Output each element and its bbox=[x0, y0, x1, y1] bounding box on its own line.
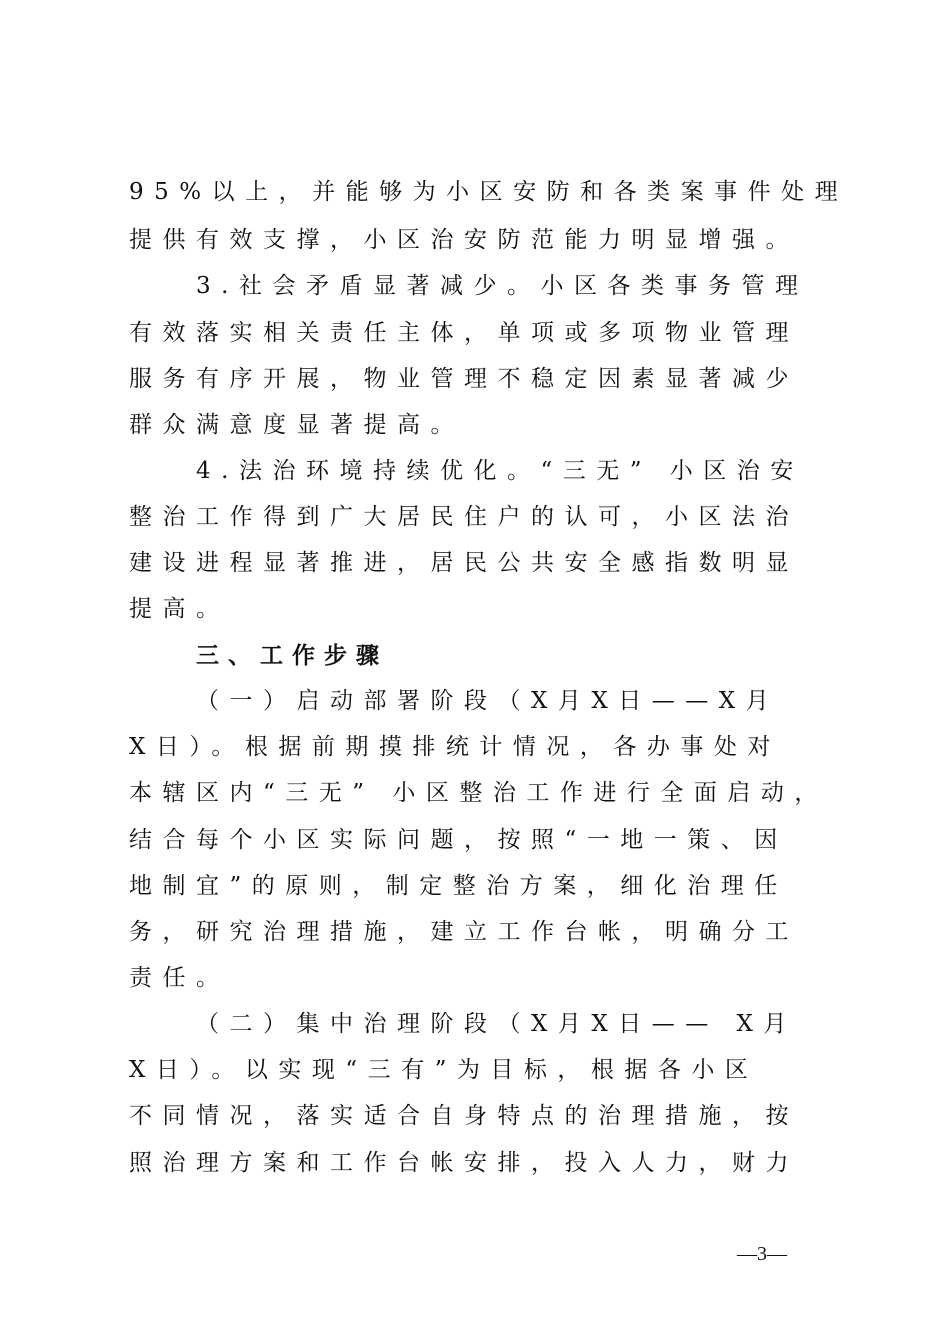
body-line: 整治工作得到广大居民住户的认可，小区法治 bbox=[129, 504, 799, 530]
body-line: （二）集中治理阶段（X月X日—— X月 bbox=[196, 1011, 797, 1037]
body-line: 责任。 bbox=[129, 965, 230, 991]
body-line: 地制宜”的原则，制定整治方案，细化治理任 bbox=[129, 873, 788, 899]
body-line: 本辖区内“三无” 小区整治工作进行全面启动， bbox=[129, 780, 828, 806]
section-heading: 三、工作步骤 bbox=[196, 643, 388, 669]
body-line: 3.社会矛盾显著减少。小区各类事务管理 bbox=[196, 273, 809, 299]
body-line: 有效落实相关责任主体，单项或多项物业管理 bbox=[129, 320, 799, 346]
body-line: X日）。根据前期摸排统计情况，各办事处对 bbox=[129, 734, 781, 760]
body-line: 群众满意度显著提高。 bbox=[129, 412, 464, 438]
body-line: 95%以上，并能够为小区安防和各类案事件处理 bbox=[129, 179, 849, 205]
body-line: 提供有效支撑，小区治安防范能力明显增强。 bbox=[129, 227, 799, 253]
page-number: —3— bbox=[737, 1243, 787, 1265]
body-line: 建设进程显著推进，居民公共安全感指数明显 bbox=[129, 550, 799, 576]
body-line: 提高。 bbox=[129, 596, 230, 622]
body-line: 服务有序开展，物业管理不稳定因素显著减少 bbox=[129, 366, 799, 392]
body-line: 4.法治环境持续优化。“三无” 小区治安 bbox=[196, 458, 804, 484]
body-line: 务，研究治理措施，建立工作台帐，明确分工 bbox=[129, 919, 799, 945]
body-line: X日）。以实现“三有”为目标，根据各小区 bbox=[129, 1057, 759, 1083]
body-line: （一）启动部署阶段（X月X日——X月 bbox=[196, 688, 780, 714]
body-line: 不同情况，落实适合自身特点的治理措施，按 bbox=[129, 1103, 799, 1129]
body-line: 结合每个小区实际问题，按照“一地一策、因 bbox=[129, 827, 788, 853]
body-line: 照治理方案和工作台帐安排，投入人力，财力 bbox=[129, 1150, 799, 1176]
